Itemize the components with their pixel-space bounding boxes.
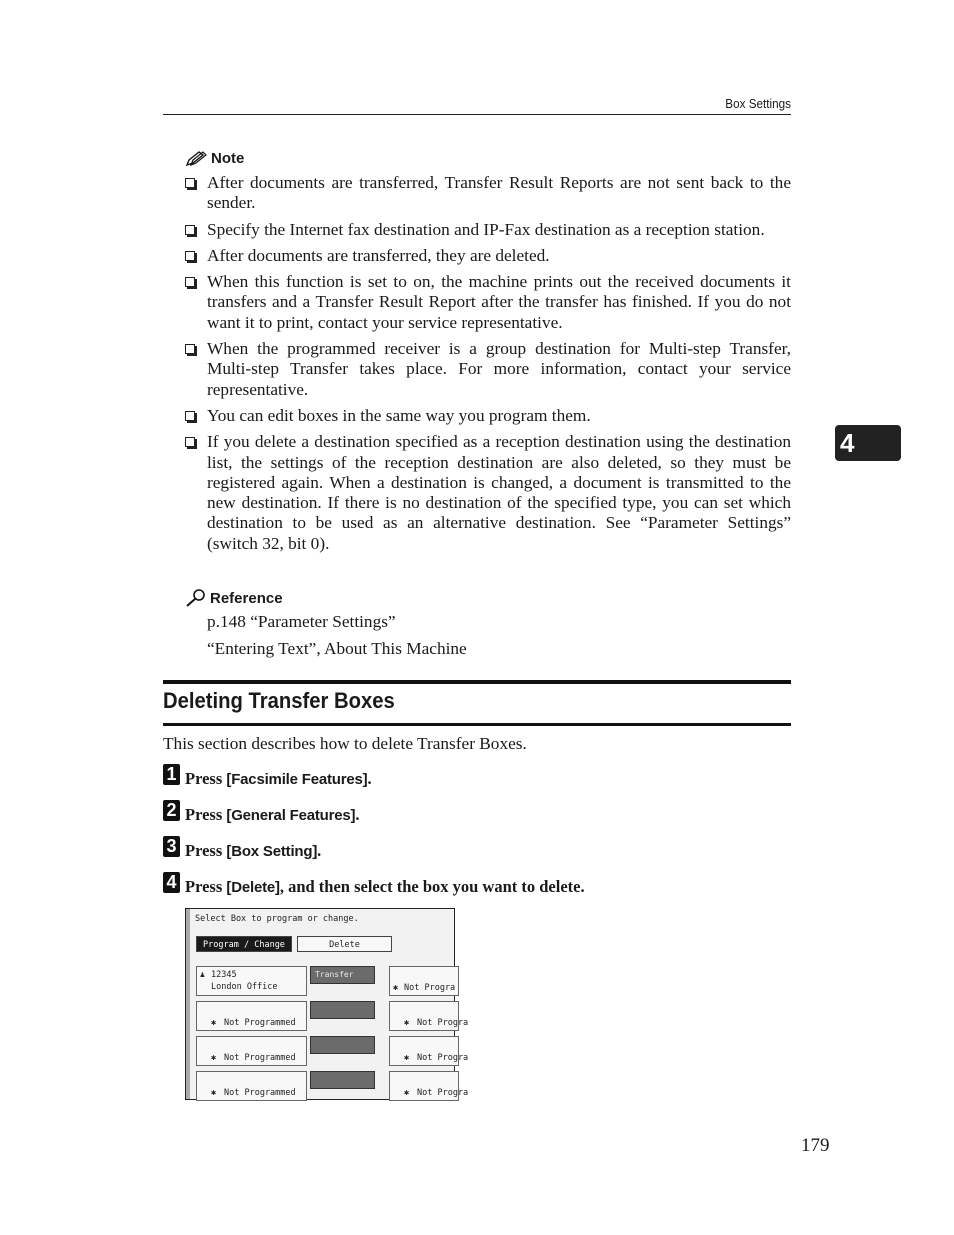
asterisk-icon: ✱ (211, 1018, 217, 1028)
step-text: Press [General Features]. (185, 805, 360, 824)
magnifier-icon (185, 588, 207, 608)
checkbox-bullet-icon (185, 437, 195, 447)
panel-edge (186, 909, 190, 1099)
asterisk-icon: ✱ (211, 1088, 217, 1098)
box-button[interactable]: ✱ Not Progra (389, 1036, 459, 1066)
box-button[interactable]: ✱ Not Programmed (196, 1071, 307, 1101)
note-item: After documents are transferred, Transfer Result Reports are not sent back to the sender. (185, 173, 791, 214)
step-number: 2 (163, 800, 180, 821)
note-heading (185, 150, 244, 167)
box-button[interactable]: ✱ Not Progra (389, 966, 459, 996)
box-type-label (310, 1036, 375, 1054)
delete-tab[interactable]: Delete (297, 936, 392, 952)
note-item: If you delete a destination specified as a reception destination using the destination list, the settings of the reception destination are also deleted, so they must be registered again. When a destination is changed, a document is transmitted to the new destination. If there is no destination of the specified type, you can set which destination to be used as an alternative destination. See “Parameter Settings” (switch 32, bit 0). (185, 432, 791, 554)
section-rule (163, 680, 791, 684)
checkbox-bullet-icon (185, 411, 195, 421)
box-type-label (310, 1001, 375, 1019)
note-list (185, 173, 791, 560)
section-title: Deleting Transfer Boxes (163, 688, 395, 713)
reference-title: Reference (210, 589, 283, 607)
step-number: 1 (163, 764, 180, 785)
checkbox-bullet-icon (185, 225, 195, 235)
chapter-tab: 4 (835, 425, 901, 461)
box-button[interactable]: ✱ Not Programmed (196, 1001, 307, 1031)
step-number: 4 (163, 872, 180, 893)
note-item: Specify the Internet fax destination and IP-Fax destination as a reception station. (185, 220, 791, 240)
step-text: Press [Facsimile Features]. (185, 769, 372, 788)
box-type-label (310, 1071, 375, 1089)
reference-link[interactable]: p.148 “Parameter Settings” (207, 612, 396, 631)
page-number: 179 (801, 1135, 830, 1156)
asterisk-icon: ✱ (404, 1018, 410, 1028)
panel-screenshot (185, 908, 469, 1100)
box-button[interactable]: ♟ 12345 London Office (196, 966, 307, 996)
running-head: Box Settings (725, 96, 791, 111)
reference-link[interactable]: “Entering Text”, About This Machine (207, 639, 467, 658)
header-rule (163, 114, 791, 115)
asterisk-icon: ✱ (404, 1053, 410, 1063)
note-title: Note (211, 150, 245, 167)
note-item: When this function is set to on, the machine prints out the received documents it transfers and a Transfer Result Report after the transfer has finished. If you do not want it to print, contact your service representative. (185, 272, 791, 333)
step-text: Press [Box Setting]. (185, 841, 322, 860)
section-intro: This section describes how to delete Transfer Boxes. (163, 734, 527, 753)
section-rule (163, 723, 791, 726)
note-item: After documents are transferred, they are deleted. (185, 246, 791, 266)
box-button[interactable]: ✱ Not Progra (389, 1001, 459, 1031)
checkbox-bullet-icon (185, 277, 195, 287)
checkbox-bullet-icon (185, 178, 195, 188)
reference-heading (185, 588, 283, 608)
box-button[interactable]: ✱ Not Programmed (196, 1036, 307, 1066)
step-number: 3 (163, 836, 180, 857)
note-item: When the programmed receiver is a group destination for Multi-step Transfer, Multi-step Transfer takes place. For more information, contact your service representative. (185, 339, 791, 400)
program-change-tab[interactable]: Program / Change (196, 936, 292, 952)
pencil-icon (185, 151, 207, 167)
step-text: Press [Delete], and then select the box you want to delete. (185, 877, 585, 896)
asterisk-icon: ✱ (211, 1053, 217, 1063)
asterisk-icon: ✱ (393, 983, 399, 993)
user-icon: ♟ (200, 970, 205, 979)
asterisk-icon: ✱ (404, 1088, 410, 1098)
panel-prompt: Select Box to program or change. (195, 914, 359, 924)
box-type-label: Transfer (310, 966, 375, 984)
box-button[interactable]: ✱ Not Progra (389, 1071, 459, 1101)
checkbox-bullet-icon (185, 251, 195, 261)
checkbox-bullet-icon (185, 344, 195, 354)
note-item: You can edit boxes in the same way you program them. (185, 406, 791, 426)
